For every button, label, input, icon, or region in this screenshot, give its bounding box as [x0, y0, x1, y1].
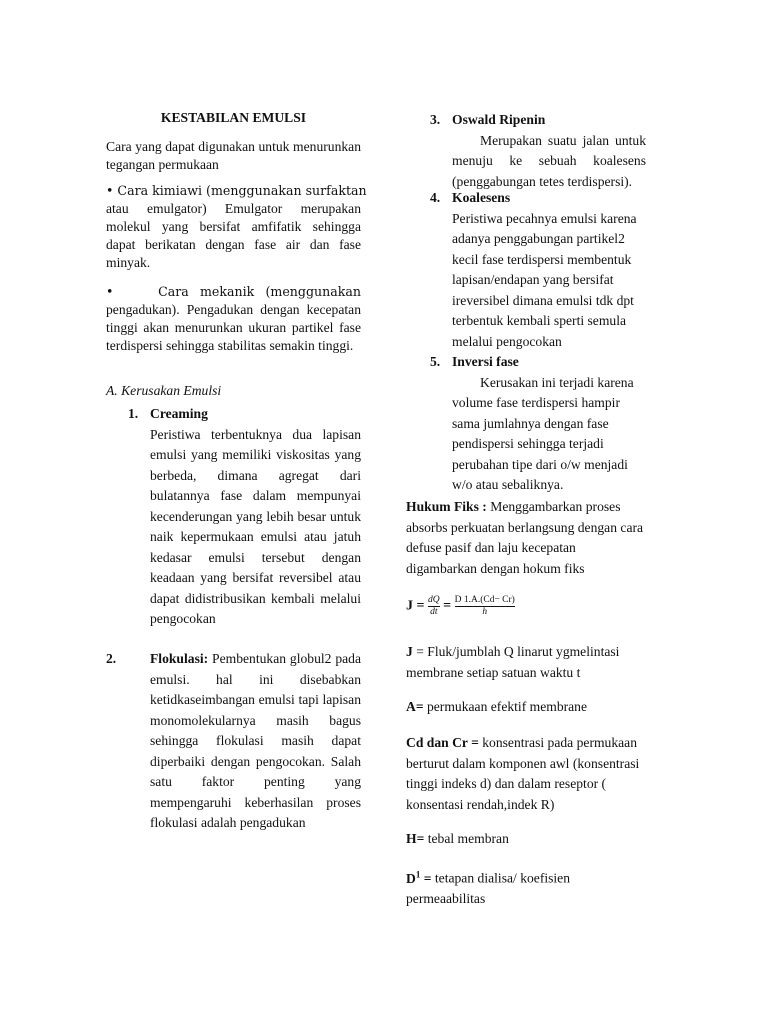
definition-term	[406, 871, 431, 886]
bullet-chemical-text: atau emulgator) Emulgator merupakan molekul yang bersifat amfifatik sehingga dapat berikatan dengan fase air dan fase minyak.	[106, 201, 361, 270]
definition-a	[406, 697, 648, 718]
list-number: 1.	[128, 406, 139, 421]
list-item-title: Oswald Ripenin	[452, 112, 546, 127]
definition-text: tetapan dialisa/ koefisien permeaabilitas	[406, 870, 571, 907]
list-item-body: Peristiwa pecahnya emulsi karena adanya penggabungan partikel2 kecil fase terdispersi membentuk lapisan/endapan yang bersifat ireversibel dimana emulsi tdk dpt terbentuk kembali sperti semula melalui pengocokan	[452, 210, 637, 349]
bullet-mechanical-lead: • Cara mekanik (menggunakan	[106, 284, 361, 299]
definition-text: permukaan efektif membrane	[423, 699, 588, 714]
formula-equals: =	[443, 598, 452, 614]
definition-term-superscript: 1	[415, 869, 421, 879]
list-item-body: Kerusakan ini terjadi karena volume fase terdispersi hampir sama jumlahnya dengan fase pendispersi sehingga terjadi perubahan tipe dari o/w menjadi w/o atau sebaliknya.	[452, 374, 634, 492]
list-item-title: Koalesens	[452, 190, 511, 205]
formula-denominator: dt	[430, 607, 438, 617]
definition-j	[406, 642, 648, 683]
definition-term: H=	[406, 831, 425, 846]
document-title: KESTABILAN EMULSI	[160, 110, 307, 125]
list-item-koalesens	[430, 188, 648, 352]
formula-lhs: J	[406, 598, 413, 614]
list-number: 5.	[430, 354, 441, 369]
list-item-flokulasi	[106, 649, 361, 834]
list-number: 2.	[106, 651, 117, 666]
definition-text: = Fluk/jumblah Q linarut ygmelintasi membrane setiap satuan waktu t	[406, 644, 620, 680]
list-item-creaming	[128, 404, 361, 630]
list-number: 3.	[430, 112, 441, 127]
hukum-fiks-text: Menggambarkan proses absorbs perkuatan berlangsung dengan cara defuse pasif dan laju kecepatan digambarkan dengan hokum fiks	[406, 499, 644, 576]
intro-paragraph: Cara yang dapat digunakan untuk menurunkan tegangan permukaan	[106, 139, 361, 172]
definition-term: A=	[406, 699, 424, 714]
list-item-body: Merupakan suatu jalan untuk menuju ke sebuah koalesens (penggabungan tetes terdispersi).	[452, 132, 646, 189]
bullet-mechanical	[106, 283, 361, 355]
hukum-fiks-paragraph	[406, 497, 648, 579]
hukum-fiks-label: Hukum Fiks :	[406, 499, 487, 514]
definition-cd-cr	[406, 733, 648, 815]
definition-text: tebal membran	[424, 831, 509, 846]
fick-formula	[406, 595, 515, 618]
formula-fraction-main	[455, 595, 515, 618]
list-item-body: Pembentukan globul2 pada emulsi. hal ini disebabkan ketidkaseimbangan emulsi tapi lapisan monomolekularnya masih bagus sehingga flokulasi masih dapat diperbaiki dengan pengocokan. Salah satu faktor penting yang mempengaruhi keberhasilan proses flokulasi adalah pengadukan	[150, 651, 361, 830]
formula-denominator: h	[482, 607, 488, 617]
section-heading-kerusakan: A. Kerusakan Emulsi	[106, 383, 222, 398]
list-item-title: Inversi fase	[452, 354, 519, 369]
list-item-inversi	[430, 352, 648, 496]
list-number: 4.	[430, 190, 441, 205]
definition-term: Cd dan Cr =	[406, 735, 479, 750]
bullet-chemical	[106, 182, 367, 272]
definition-term-base: D	[406, 870, 416, 886]
formula-numerator: D 1.A.(Cd− Cr)	[454, 595, 515, 605]
definition-h	[406, 829, 648, 850]
bullet-chemical-lead: • Cara kimiawi (menggunakan surfaktan	[106, 183, 367, 198]
definition-term: J	[406, 644, 413, 659]
definition-term-tail: =	[420, 870, 432, 886]
bullet-mechanical-text: pengadukan). Pengadukan dengan kecepatan tinggi akan menurunkan ukuran partikel fase terdispersi sehingga stabilitas semakin tinggi.	[106, 302, 361, 353]
formula-fraction-dq-dt	[428, 595, 440, 618]
list-item-oswald	[430, 110, 648, 192]
formula-numerator: dQ	[427, 595, 440, 605]
list-item-body: Peristiwa terbentuknya dua lapisan emulsi yang memiliki viskositas yang berbeda, dimana agregat dari bulatannya fase dalam mempunyai kecenderungan yang lebih besar untuk naik kepermukaan emulsi atau jatuh kedasar emulsi tersebut dengan keadaan yang bersifat reversibel atau dapat didistribusikan kembali melalui pengocokan	[150, 426, 361, 626]
list-item-title: Flokulasi:	[150, 651, 209, 666]
definition-d	[406, 864, 648, 910]
list-item-title: Creaming	[150, 406, 208, 421]
formula-equals: =	[416, 598, 425, 614]
definition-text: konsentrasi pada permukaan berturut dalam komponen awl (konsentrasi tinggi indeks d) dan dalam reseptor ( konsentasi rendah,indek R)	[406, 735, 640, 812]
